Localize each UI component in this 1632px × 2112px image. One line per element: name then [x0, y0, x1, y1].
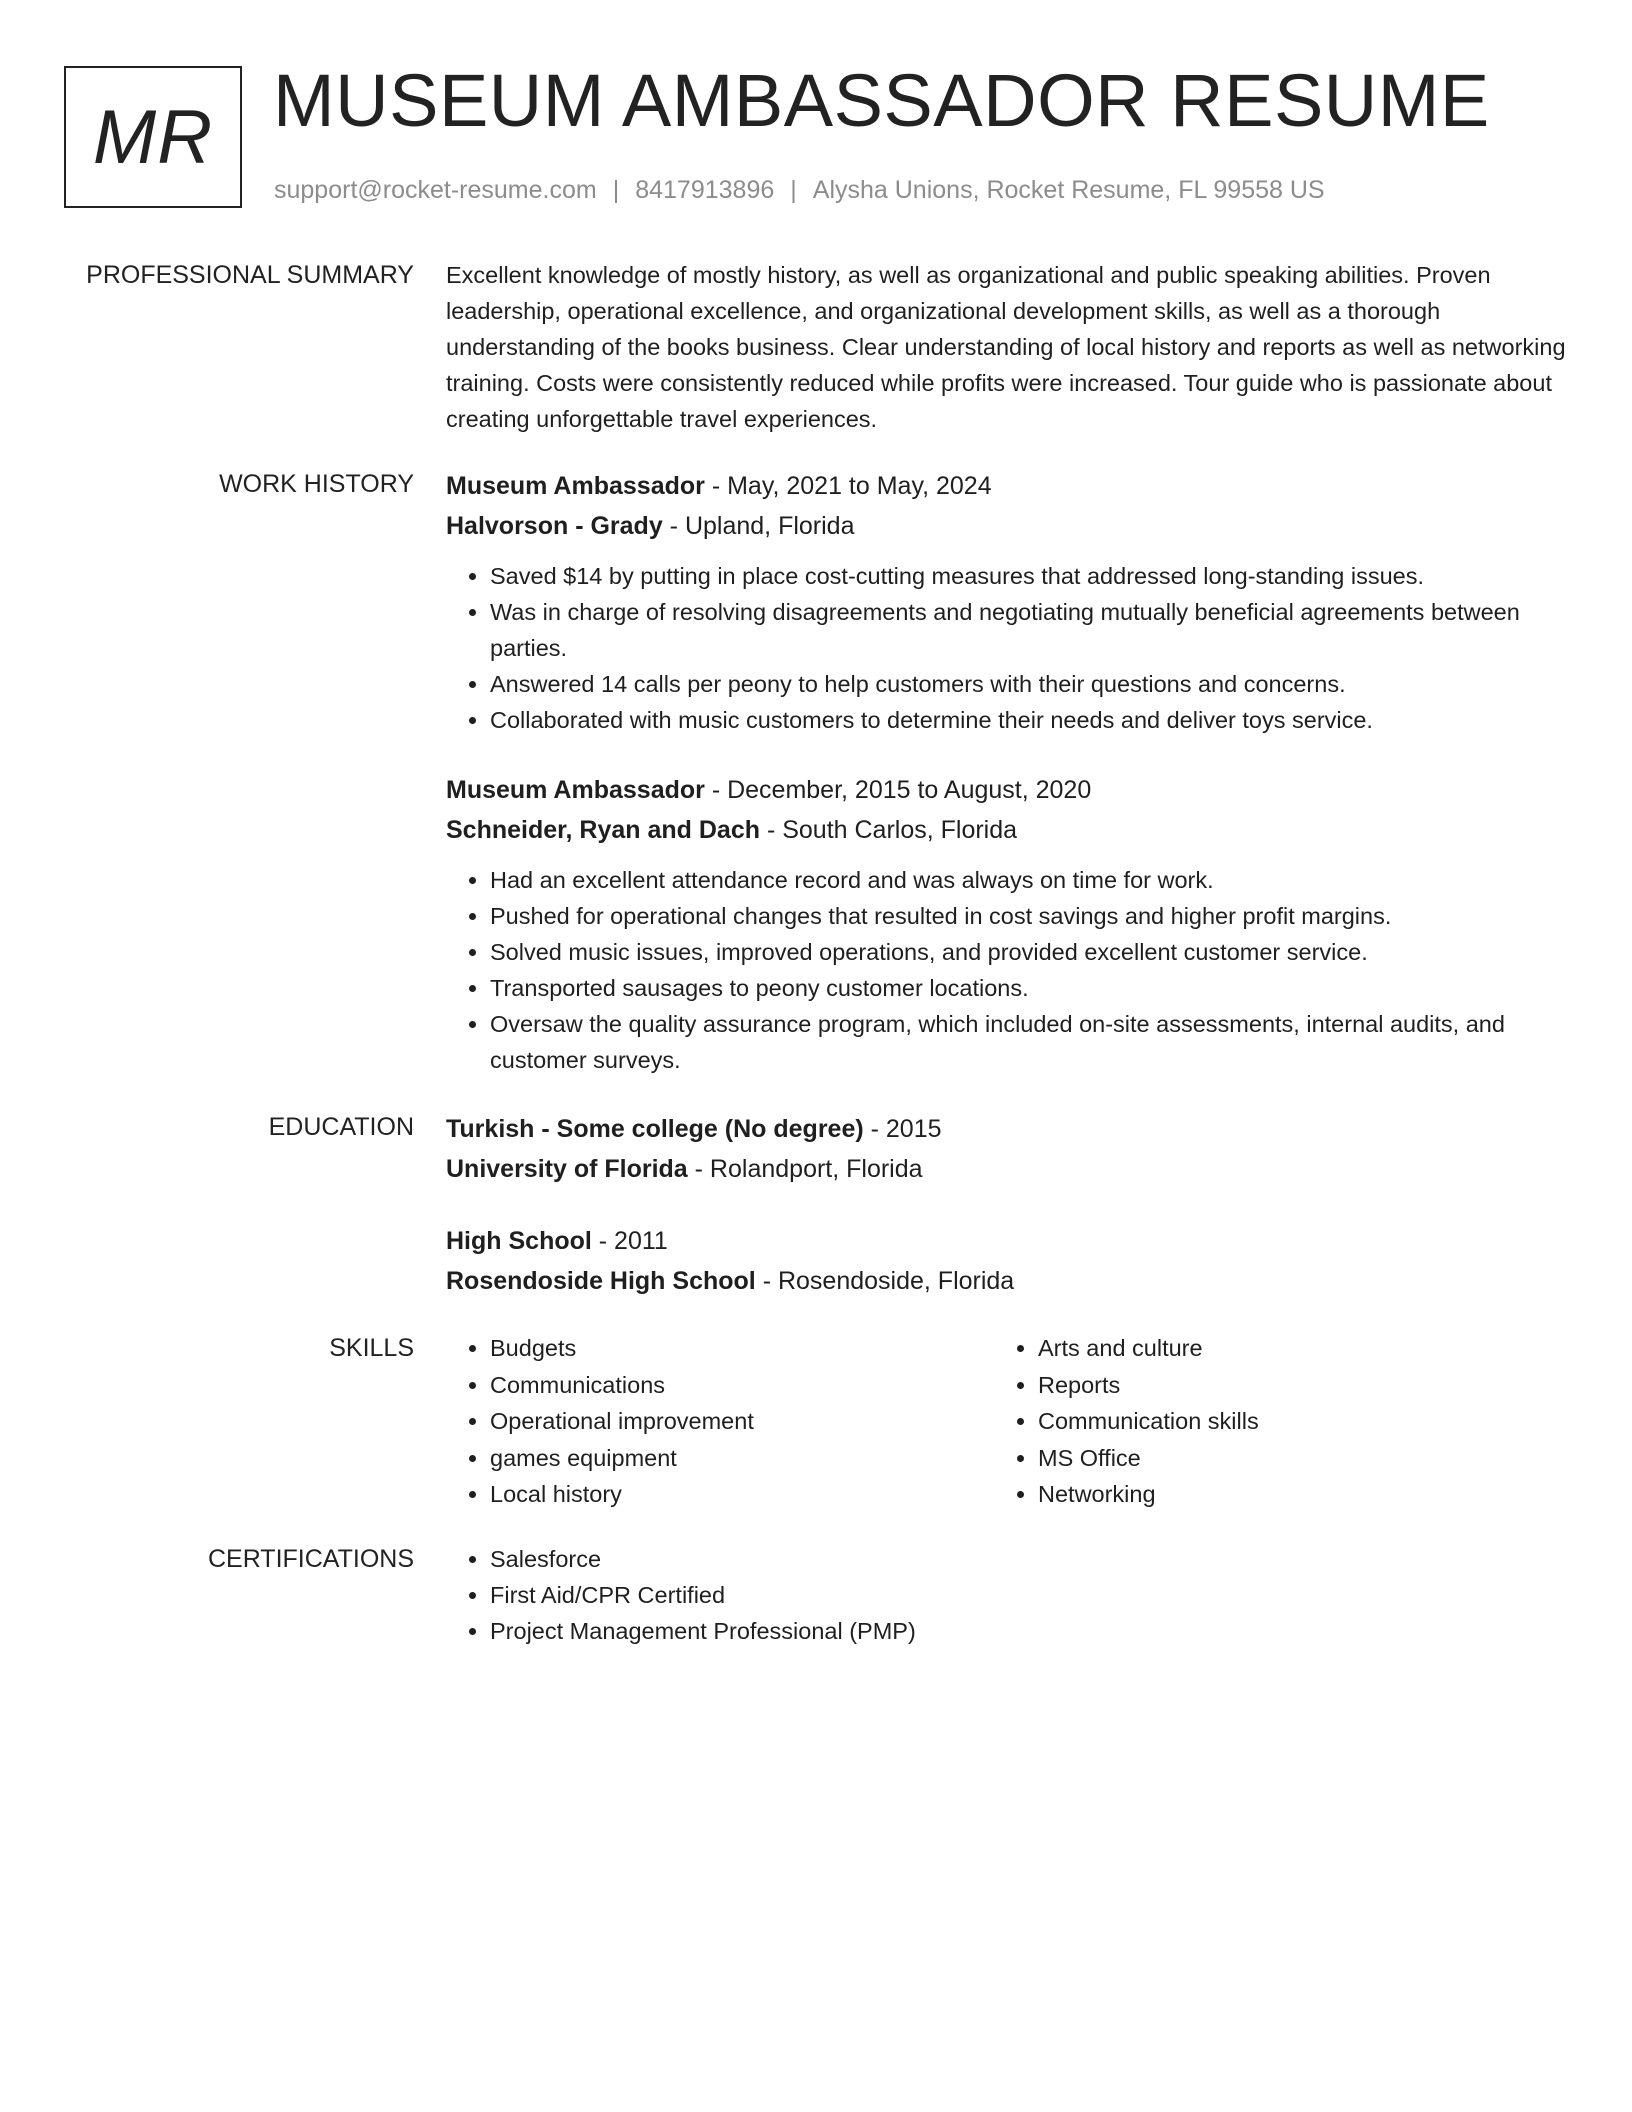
education-school-line [446, 1261, 1566, 1301]
summary-text: Excellent knowledge of mostly history, as well as organizational and public speaking abilities. Proven leadership, operational excellence, and organizational development skills, as well as a thorough understanding of the books business. Clear understanding of local history and reports as well as networking training. Costs were consistently reduced while profits were increased. Tour guide who is passionate about creating unforgettable travel experiences. [446, 262, 1566, 432]
contact-line [274, 172, 1325, 208]
education-label: EDUCATION [268, 1113, 414, 1141]
education-location: - Rolandport, Florida [687, 1155, 923, 1183]
certification-item: • Salesforce [490, 1541, 1566, 1577]
job-bullet: • Answered 14 calls per peony to help customers with their questions and concerns. [490, 666, 1566, 702]
skill-item: • Arts and culture [1038, 1330, 1542, 1367]
education-degree: Turkish - Some college (No degree) [446, 1115, 864, 1143]
contact-separator: | [612, 176, 620, 204]
certifications-list [446, 1541, 1566, 1649]
job-bullet: • Solved music issues, improved operations, and provided excellent customer service. [490, 934, 1566, 970]
summary-label: PROFESSIONAL SUMMARY [86, 261, 414, 289]
certifications-body [446, 1541, 1566, 1649]
resume-title: MUSEUM AMBASSADOR RESUME [273, 59, 1490, 142]
skills-column-right [994, 1330, 1542, 1513]
education-year: - 2011 [591, 1227, 668, 1255]
certification-item: • First Aid/CPR Certified [490, 1577, 1566, 1613]
education-school: University of Florida [446, 1155, 688, 1183]
job-bullet: • Transported sausages to peony customer locations. [490, 970, 1566, 1006]
job-dates: - December, 2015 to August, 2020 [704, 776, 1092, 804]
job-location: - Upland, Florida [662, 512, 855, 540]
job-dates: - May, 2021 to May, 2024 [704, 472, 992, 500]
skill-item: • MS Office [1038, 1440, 1542, 1477]
job-heading [446, 466, 1566, 506]
skill-item: • Local history [490, 1476, 994, 1513]
skills-columns [446, 1330, 1566, 1513]
job-bullet: • Saved $14 by putting in place cost-cutting measures that addressed long-standing issues. [490, 558, 1566, 594]
skill-item: • Reports [1038, 1367, 1542, 1404]
skill-item: • Communication skills [1038, 1403, 1542, 1440]
job-company: Schneider, Ryan and Dach [446, 816, 760, 844]
education-body [446, 1109, 1566, 1333]
work-body [446, 466, 1566, 1110]
summary-body [446, 257, 1566, 437]
monogram-initials: MR [92, 94, 214, 180]
education-school: Rosendoside High School [446, 1267, 756, 1295]
certification-item: • Project Management Professional (PMP) [490, 1613, 1566, 1649]
skill-item: • Budgets [490, 1330, 994, 1367]
education-heading [446, 1109, 1566, 1149]
contact-phone: 8417913896 [635, 176, 775, 204]
job-bullet: • Collaborated with music customers to determine their needs and deliver toys service. [490, 702, 1566, 738]
education-entry [446, 1109, 1566, 1189]
job-title: Museum Ambassador [446, 776, 705, 804]
work-label: WORK HISTORY [219, 470, 414, 498]
monogram-box [64, 66, 242, 208]
job-bullet: • Pushed for operational changes that resulted in cost savings and higher profit margins. [490, 898, 1566, 934]
job-heading [446, 770, 1566, 810]
education-degree: High School [446, 1227, 592, 1255]
skills-body [446, 1330, 1566, 1513]
job-bullet: • Was in charge of resolving disagreements and negotiating mutually beneficial agreements between parties. [490, 594, 1566, 666]
job-bullet: • Had an excellent attendance record and was always on time for work. [490, 862, 1566, 898]
education-year: - 2015 [863, 1115, 942, 1143]
contact-email: support@rocket-resume.com [274, 176, 597, 204]
skill-item: • games equipment [490, 1440, 994, 1477]
job-entry [446, 466, 1566, 738]
education-location: - Rosendoside, Florida [755, 1267, 1015, 1295]
job-bullet: • Oversaw the quality assurance program, which included on-site assessments, internal audits, and customer surveys. [490, 1006, 1566, 1078]
job-title: Museum Ambassador [446, 472, 705, 500]
skill-item: • Communications [490, 1367, 994, 1404]
skills-label: SKILLS [329, 1334, 414, 1362]
job-company: Halvorson - Grady [446, 512, 663, 540]
education-school-line [446, 1149, 1566, 1189]
education-heading [446, 1221, 1566, 1261]
education-entry [446, 1221, 1566, 1301]
job-company-line [446, 810, 1566, 850]
certifications-label: CERTIFICATIONS [207, 1545, 414, 1573]
contact-address: Alysha Unions, Rocket Resume, FL 99558 US [812, 176, 1325, 204]
skill-item: • Networking [1038, 1476, 1542, 1513]
job-bullets [446, 558, 1566, 738]
job-company-line [446, 506, 1566, 546]
job-entry [446, 770, 1566, 1078]
contact-separator: | [790, 176, 797, 204]
job-location: - South Carlos, Florida [760, 816, 1018, 844]
job-bullets [446, 862, 1566, 1078]
skill-item: • Operational improvement [490, 1403, 994, 1440]
skills-column-left [446, 1330, 994, 1513]
